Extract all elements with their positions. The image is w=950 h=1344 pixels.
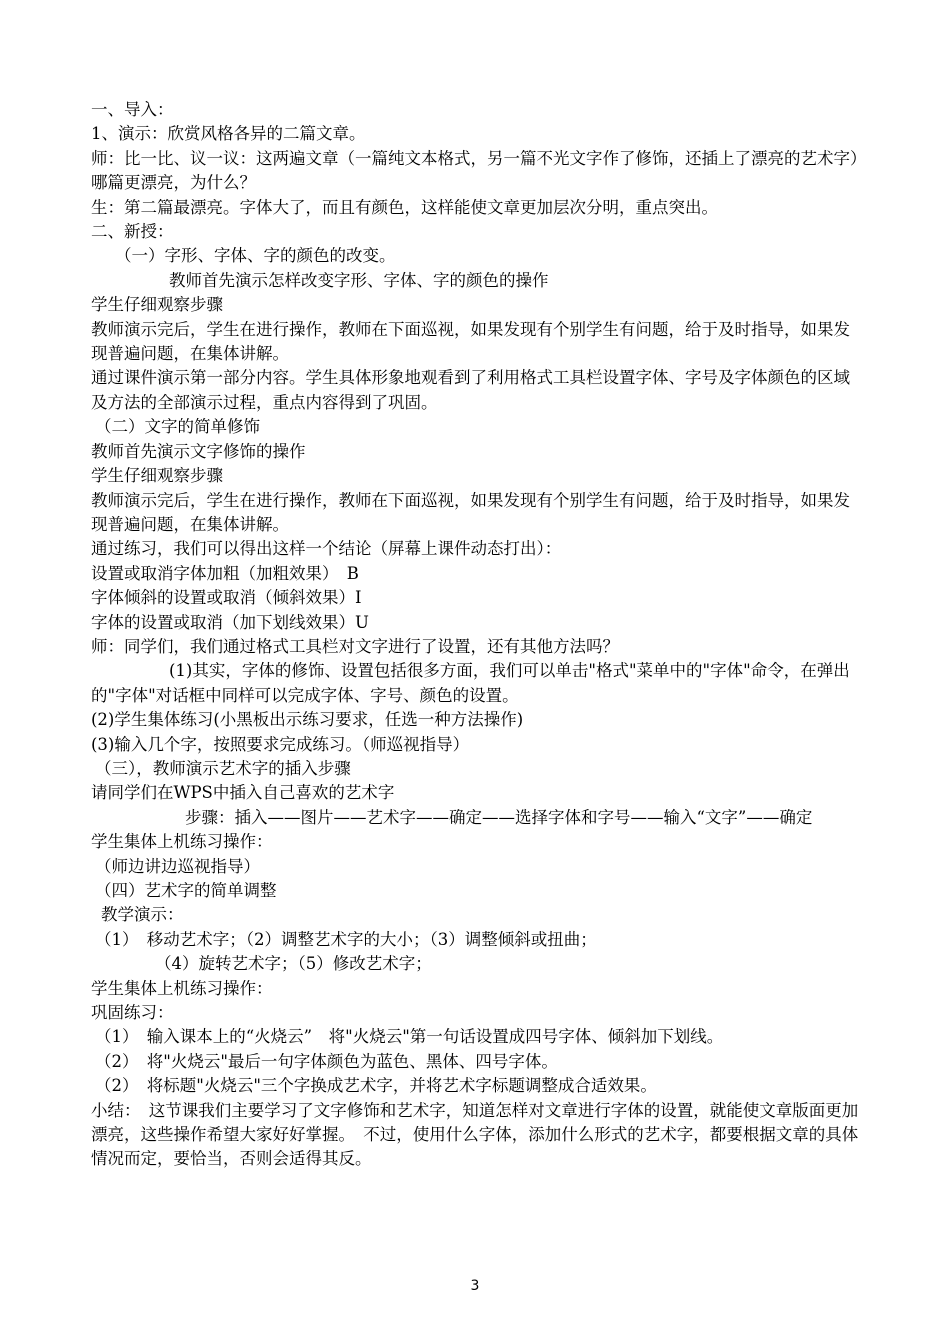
list-item: （2） 将标题"火烧云"三个字换成艺术字，并将艺术字标题调整成合适效果。 [95,1076,657,1096]
paragraph: 教师首先演示文字修饰的操作 [91,441,306,461]
paragraph: (3)输入几个字，按照要求完成练习。（师巡视指导） [91,734,470,754]
paragraph: 字体倾斜的设置或取消（倾斜效果）I [91,588,362,608]
subsection-heading: （二）文字的简单修饰 [95,417,260,437]
paragraph: 学生集体上机练习操作： [91,832,273,852]
summary-paragraph: 小结： 这节课我们主要学习了文字修饰和艺术字，知道怎样对文章进行字体的设置，就能使文章版面更加漂亮，这些操作希望大家好好掌握。 不过，使用什么字体，添加什么形式的艺术字，都要根据文章的具体情况而定，要恰当，否则会适得其反。 [91,1100,859,1169]
paragraph: 学生集体上机练习操作： [91,978,273,998]
list-item: （2） 将"火烧云"最后一句字体颜色为蓝色、黑体、四号字体。 [95,1051,558,1071]
list-item: （1） 移动艺术字；（2）调整艺术字的大小；（3）调整倾斜或扭曲； [95,929,597,949]
paragraph: 字体的设置或取消（加下划线效果）U [91,612,369,632]
paragraph: （师边讲边巡视指导） [95,856,260,876]
paragraph: 教师首先演示怎样改变字形、字体、字的颜色的操作 [169,270,549,290]
paragraph: 请同学们在WPS中插入自己喜欢的艺术字 [91,783,395,803]
paragraph: 教师演示完后，学生在进行操作，教师在下面巡视，如果发现有个别学生有问题，给于及时指导，如果发现普遍问题，在集体讲解。 [91,319,850,364]
paragraph: 巩固练习： [91,1003,174,1023]
paragraph: 师：同学们，我们通过格式工具栏对文字进行了设置，还有其他方法吗？ [91,636,619,656]
document-body [91,98,861,1172]
subsection-heading: （四）艺术字的简单调整 [95,881,277,900]
paragraph: 通过课件演示第一部分内容。学生具体形象地观看到了利用格式工具栏设置字体、字号及字体颜色的区域及方法的全部演示过程，重点内容得到了巩固。 [91,368,850,412]
subsection-heading: （一）字形、字体、字的颜色的改变。 [115,246,396,266]
subsection-heading: （三），教师演示艺术字的插入步骤 [95,758,351,778]
paragraph: 学生仔细观察步骤 [91,466,223,486]
paragraph: 通过练习，我们可以得出这样一个结论（屏幕上课件动态打出）： [91,539,562,559]
paragraph: 生：第二篇最漂亮。字体大了，而且有颜色，这样能使文章更加层次分明，重点突出。 [91,197,718,217]
paragraph: (2)学生集体练习(小黑板出示练习要求，任选一种方法操作) [91,710,524,730]
list-item: （4）旋转艺术字；（5）修改艺术字； [155,954,432,974]
paragraph: 步骤：插入——图片——艺术字——确定——选择字体和字号——输入“文字”——确定 [185,807,813,827]
paragraph: 教师演示完后，学生在进行操作，教师在下面巡视，如果发现有个别学生有问题，给于及时指导，如果发现普遍问题，在集体讲解。 [91,490,850,534]
paragraph: 学生仔细观察步骤 [91,295,223,315]
page-number: 3 [470,1278,480,1294]
list-item: （1） 输入课本上的“火烧云” 将"火烧云"第一句话设置成四号字体、倾斜加下划线。 [95,1027,724,1047]
paragraph: (1)其实，字体的修饰、设置包括很多方面，我们可以单击"格式"菜单中的"字体"命令，在弹出的"字体"对话框中同样可以完成字体、字号、颜色的设置。 [91,661,850,705]
section-heading-intro: 一、导入： [91,100,174,119]
paragraph: 教学演示： [101,905,184,925]
paragraph: 1、演示：欣赏风格各异的二篇文章。 [91,124,366,144]
paragraph: 师：比一比、议一议：这两遍文章（一篇纯文本格式，另一篇不光文字作了修饰，还插上了漂亮的艺术字）哪篇更漂亮，为什么？ [91,148,859,193]
paragraph: 设置或取消字体加粗（加粗效果） B [91,563,359,583]
section-heading-new: 二、新授： [91,222,174,242]
